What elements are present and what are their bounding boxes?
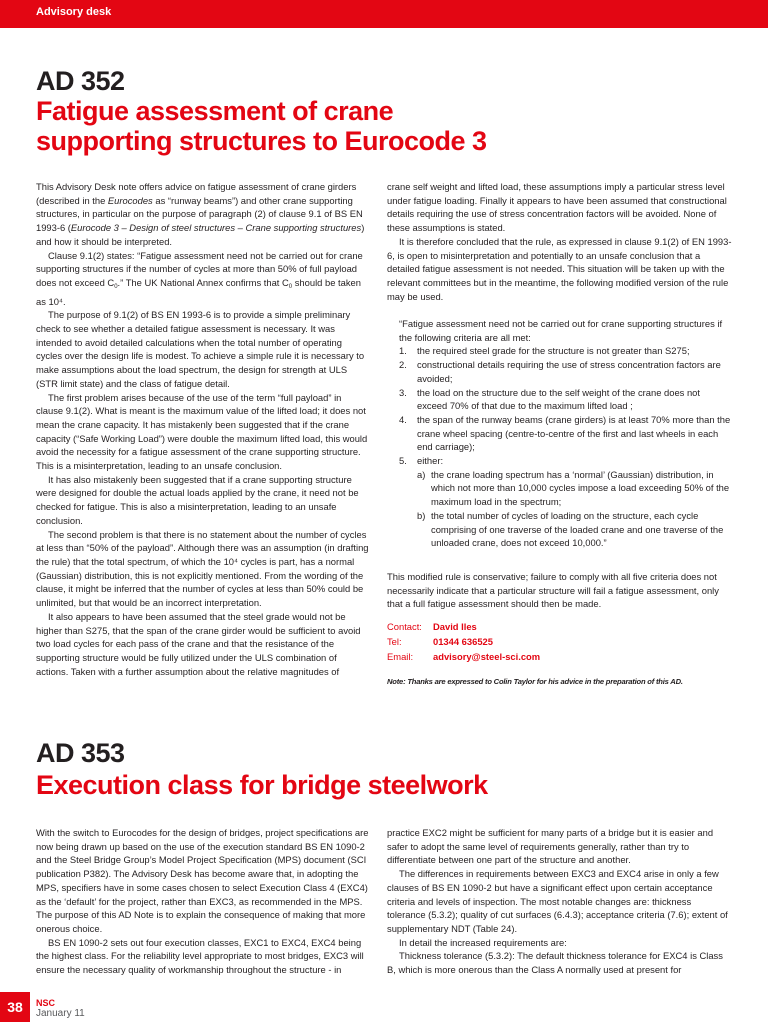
section-header-bar [0, 0, 768, 28]
criteria-list [387, 344, 732, 467]
ad353-column-1 [36, 826, 370, 977]
paragraph: It also appears to have been assumed that the steel grade would not be higher than S275, that the span of the crane girder would be sufficient to avoid two load cycles for each pass of the crane and that the resistance of the supporting structure would be fully utilized under the ULS combination of actions. Taken with a further assumption about the relative magnitudes of [36, 610, 361, 677]
ad352-column-2 [387, 180, 732, 611]
ad352-title [36, 96, 487, 156]
ad353-code: AD 353 [36, 738, 125, 768]
list-item: 1. the required steel grade for the structure is not greater than S275; [399, 345, 690, 357]
email-label: Email: [387, 651, 414, 662]
list-item: 2. constructional details requiring the use of stress concentration factors are avoided; [399, 359, 721, 384]
paragraph: BS EN 1090-2 sets out four execution classes, EXC1 to EXC4, EXC4 being the highest class. For the reliability level appropriate to most bridges, EXC3 will ensure the necessary quality of workmanship throughout the structure - in [36, 936, 364, 976]
contact-name: David Iles [433, 621, 477, 632]
criteria-sublist [387, 468, 732, 550]
issue-date: January 11 [36, 1008, 85, 1019]
paragraph: In detail the increased requirements are: [399, 936, 567, 948]
paragraph: practice EXC2 might be sufficient for many parts of a bridge but it is easier and safer to adopt the same level of requirements generally, rather than try to differentiate between one part of the structure and another. [387, 827, 714, 866]
paragraph: This Advisory Desk note offers advice on fatigue assessment of crane girders (described in the Eurocodes as “runway beams”) and other crane supporting structures, in particular on the purpose of paragraph (2) of clause 9.1 of BS EN 1993-6 (Eurocode 3 – Design of steel structures – Crane supporting structures) and how it should be interpreted. [36, 181, 365, 247]
paragraph: Thickness tolerance (5.3.2): The default thickness tolerance for EXC4 is Class B, which is more onerous than the Class A normally used at present for [387, 950, 723, 976]
paragraph: Clause 9.1(2) states: “Fatigue assessment need not be carried out for crane supporting structures if the number of cycles at more than 50% of full payload does not exceed $C_0$.” The UK National Annex confirms that $C_0$ should be taken as 10⁴. [36, 249, 363, 307]
paragraph: The first problem arises because of the use of the term “full payload” in clause 9.1(2). What is meant is the maximum value of the lifted load; it does not mean the crane capacity. It has mistakenly been suggested that if the crane capacity (“Safe Working Load”) were double the maximum lifted load, this would avoid the necessity for a fatigue assessment of the crane supporting structure. This is a misinterpretation, leading to an unsafe conclusion. [36, 391, 368, 472]
ad352-title-line2: supporting structures to Eurocode 3 [36, 126, 487, 156]
section-label: Advisory desk [36, 6, 112, 18]
ad352-code: AD 352 [36, 66, 125, 96]
contact-block [387, 619, 540, 664]
paragraph: The purpose of 9.1(2) of BS EN 1993-6 is to provide a simple preliminary check to see whether a detailed fatigue assessment is necessary. It was intended to avoid detailed calculations when the total number of operating cycles over the design life is modest. To achieve a simple rule it is necessary to make assumptions about the load spectrum, the design for strength at ULS (STR limit state) and the class of fatigue detail. [36, 309, 365, 389]
email-link[interactable]: advisory@steel-sci.com [433, 651, 541, 662]
tel-label: Tel: [387, 636, 402, 647]
ad352-column-1 [36, 180, 370, 678]
quote-intro: “Fatigue assessment need not be carried out for crane supporting structures if the following criteria are all met: [399, 318, 723, 343]
list-item: 4. the span of the runway beams (crane girders) is at least 70% more than the crane wheel spacing (centre-to-centre of the first and last wheels in each end carriage); [399, 413, 731, 453]
ad352-title-line1: Fatigue assessment of crane [36, 96, 394, 126]
list-item: 5. either: [399, 455, 444, 467]
contact-label: Contact: [387, 621, 422, 632]
paragraph: This modified rule is conservative; failure to comply with all five criteria does not necessarily indicate that a particular structure will fail a fatigue assessment, only that a full fatigue assessment should then be made. [387, 570, 719, 610]
publication-logo: NSC [36, 998, 56, 1008]
paragraph: The differences in requirements between EXC3 and EXC4 arise in only a few clauses of BS EN 1090-2 but have a significant effect upon certain acceptance criteria and levels of inspection. The most notable changes are: thickness tolerance (5.3.2); quality of cut surfaces (6.4.3); acceptance criteria (7.6); extent of supplementary NDT (Table 24). [387, 868, 728, 934]
acknowledgement-note: Note: Thanks are expressed to Colin Taylor for his advice in the preparation of this AD. [387, 677, 683, 686]
paragraph: crane self weight and lifted load, these assumptions imply a particular stress level under fatigue loading. Finally it appears to have been assumed that constructional details requiring the use of stress concentration factors will be avoided. None of these assumptions is stated. [387, 181, 727, 234]
list-item: a) the crane loading spectrum has a ‘normal’ (Gaussian) distribution, in which not more than 10,000 cycles impose a load exceeding 50% of the maximum load in the spectrum; [417, 468, 730, 508]
list-item: b) the total number of cycles of loading on the structure, each cycle comprising of one traverse of the loaded crane and one traverse of the unloaded crane, does not exceed 10,000.” [417, 509, 724, 549]
paragraph: The second problem is that there is no statement about the number of cycles at less than “50% of the payload”. Although there was an assumption (in drafting the rule) that the total spectrum, of which the 10⁴ cycles is part, has a normal (Gaussian) distribution, this is not explicitly mentioned. From the wording of the clause, it might be inferred that the number of cycles at less than 50% could be unlimited, but that would be an incorrect interpretation. [36, 528, 369, 609]
paragraph: It is therefore concluded that the rule, as expressed in clause 9.1(2) of EN 1993-6, is open to misinterpretation and potentially to an unsafe conclusion that a detailed fatigue assessment is not needed. This situation will be taken up with the relevant committees but in the meantime, the following modified version of the rule may be used. [387, 235, 732, 302]
page-number: 38 [0, 992, 30, 1022]
ad353-title: Execution class for bridge steelwork [36, 770, 488, 800]
ad353-column-2 [387, 826, 732, 977]
paragraph: It has also mistakenly been suggested that if a crane supporting structure were designed for double the actual loads applied by the crane, it need not be checked for fatigue. This is also a misinterpretation, leading to an unsafe conclusion. [36, 473, 359, 526]
tel-value: 01344 636525 [433, 636, 493, 647]
paragraph: With the switch to Eurocodes for the design of bridges, project specifications are now being drawn up based on the use of the execution standard BS EN 1090-2 and the Steel Bridge Group’s Model Project Specification (MPS) document (SCI publication P382). The Advisory Desk has become aware that, in adopting the MPS, specifiers have in some cases chosen to select Execution Class 4 (EXC4) as the ‘default’ for the project, rather than EXC3, as recommended in the MPS. The purpose of this AD Note is to explain the consequence of making that more onerous choice. [36, 827, 369, 934]
list-item: 3. the load on the structure due to the self weight of the crane does not exceed 70% of that due to the maximum lifted load ; [399, 386, 700, 412]
